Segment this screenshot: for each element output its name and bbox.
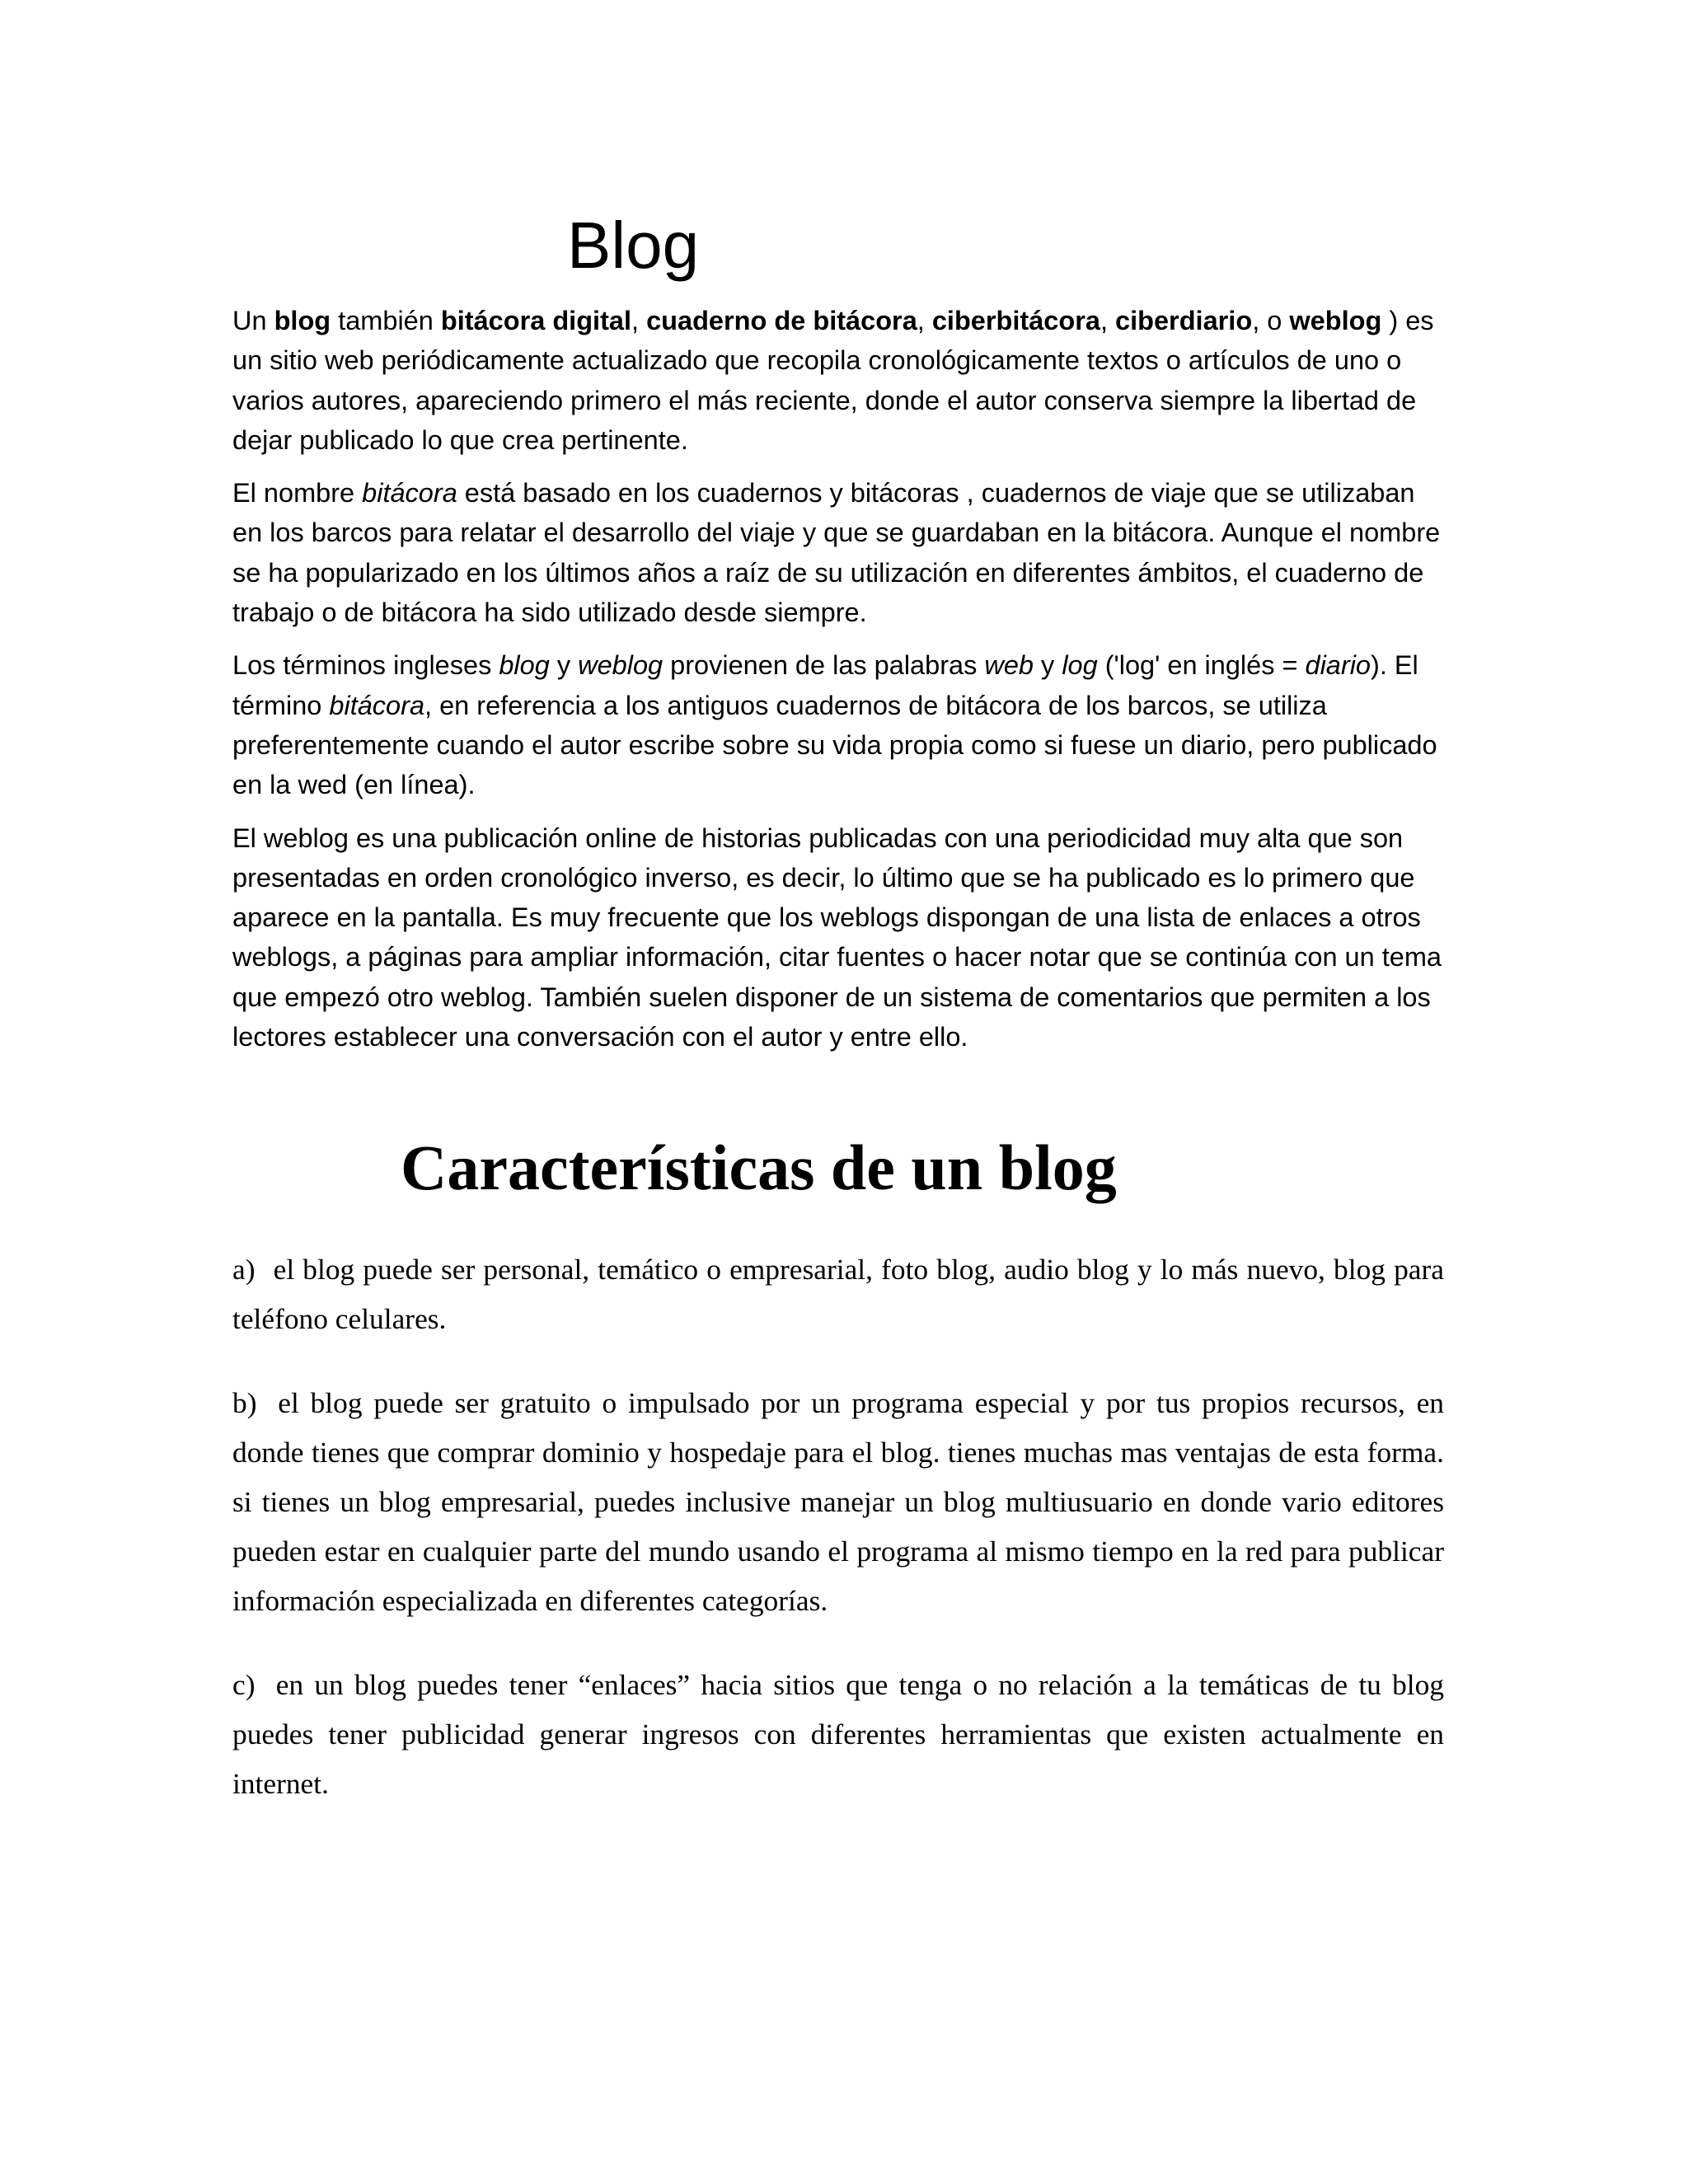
feature-item [232,1244,1444,1343]
feature-text: en un blog puedes tener “enlaces” hacia sitios que tenga o no relación a la temáticas de tu blog puedes tener publicidad generar ingresos con diferentes herramientas que existen actualmente en internet. [232,1668,1444,1800]
feature-text: el blog puede ser gratuito o impulsado por un programa especial y por tus propios recursos, en donde tienes que comprar dominio y hospedaje para el blog. tienes muchas mas ventajas de esta forma. si tienes un blog empresarial, puedes inclusive manejar un blog multiusuario en donde vario editores pueden estar en cualquier parte del mundo usando el programa al mismo tiempo en la red para publicar información especializada en diferentes categorías. [232,1386,1444,1617]
text-run: y [549,650,579,681]
feature-item [232,1378,1444,1625]
text-run: ) es un sitio web periódicamente actualizado que recopila cronológicamente textos o artículos de uno o varios autores, apareciendo primero el más reciente, donde el autor conserva siempre la libertad de dejar publicado lo que crea pertinente. [232,306,1434,455]
italic-term: weblog [578,650,663,681]
features-list [232,1244,1444,1843]
italic-term: blog [499,650,550,681]
italic-term: bitácora [362,478,457,509]
bold-term: weblog [1289,306,1382,335]
bold-term: ciberdiario [1115,306,1253,335]
italic-term: web [984,650,1034,681]
intro-paragraph-english-terms [232,645,1444,804]
bold-term: ciberbitácora [931,306,1100,335]
bold-term: cuaderno de bitácora [646,306,917,335]
feature-marker: a) [232,1253,256,1286]
text-run: Un [232,306,274,335]
text-run: ). El término [232,650,1418,720]
text-run: , [1100,306,1116,335]
feature-marker: c) [232,1668,256,1701]
text-run: , [917,306,932,335]
page-title: Blog [567,209,700,282]
intro-paragraph-name-origin [232,473,1444,632]
feature-text: el blog puede ser personal, temático o empresarial, foto blog, audio blog y lo más nuevo, blog para teléfono celulares. [232,1253,1444,1335]
text-run: , o [1252,306,1290,335]
intro-paragraph-weblog-description: El weblog es una publicación online de historias publicadas con una periodicidad muy alta que son presentadas en orden cronológico inverso, es decir, lo último que se ha publicado es lo primero que aparece en la pantalla. Es muy frecuente que los weblogs dispongan de una lista de enlaces a otros weblogs, a páginas para ampliar información, citar fuentes o hacer notar que se continúa con un tema que empezó otro weblog. También suelen disponer de un sistema de comentarios que permiten a los lectores establecer una conversación con el autor y entre ello. [232,823,1442,1052]
text-run: provienen de las palabras [663,650,985,681]
intro-section [232,301,1444,1070]
text-run: El nombre [232,478,363,509]
text-run: ('log' en inglés = [1097,650,1306,681]
italic-term: diario [1305,650,1371,681]
text-run: , [631,306,647,335]
text-run: y [1034,650,1062,681]
feature-item [232,1660,1444,1808]
features-heading: Características de un blog [401,1132,1117,1203]
feature-marker: b) [232,1386,257,1419]
bold-term: blog [274,306,331,335]
text-run: también [331,306,441,335]
text-run: está basado en los cuadernos y bitácoras , cuadernos de viaje que se utilizaban en los barcos para relatar el desarrollo del viaje y que se guardaban en la bitácora. Aunque el nombre se ha popularizado en los últimos años a raíz de su utilización en diferentes ámbitos, el cuaderno de trabajo o de bitácora ha sido utilizado desde siempre. [232,478,1441,628]
italic-term: bitácora [329,690,425,720]
italic-term: log [1062,650,1098,681]
bold-term: bitácora digital [440,306,632,335]
text-run: , en referencia a los antiguos cuadernos de bitácora de los barcos, se utiliza preferentemente cuando el autor escribe sobre su vida propia como si fuese un diario, pero publicado en la wed (en línea). [232,690,1437,800]
intro-paragraph-definition [232,301,1444,460]
text-run: Los términos ingleses [232,650,499,681]
